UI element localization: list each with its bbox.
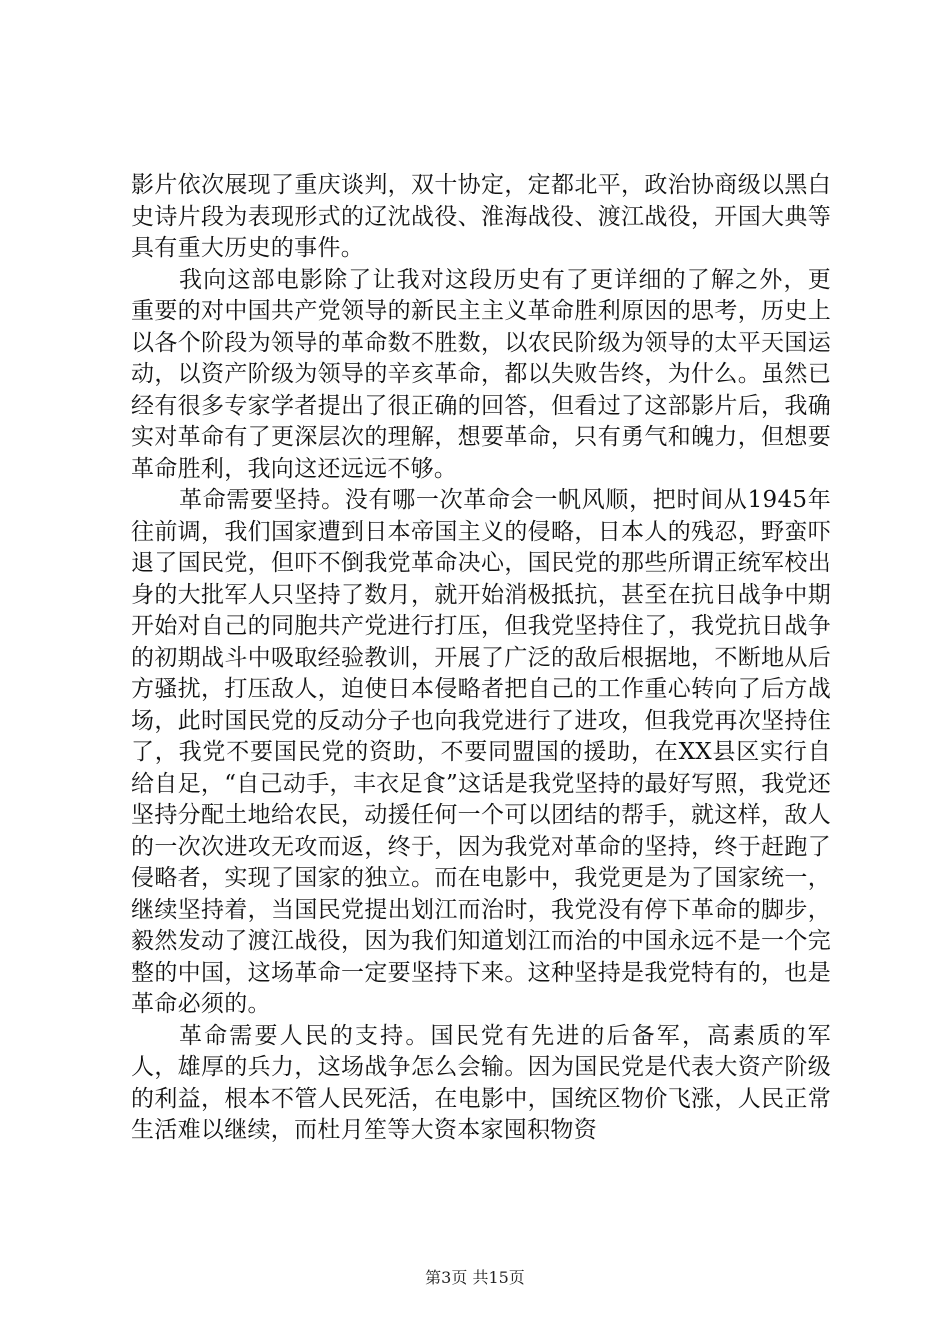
paragraph-4: 革命需要人民的支持。国民党有先进的后备军，高素质的军人，雄厚的兵力，这场战争怎么会输。因为国民党是代表大资产阶级的利益，根本不管人民死活，在电影中，国统区物价飞涨，人民正常生活难以继续，而杜月笙等大资本家囤积物资 xyxy=(131,1022,831,1143)
paragraph-1: 影片依次展现了重庆谈判，双十协定，定都北平，政治协商级以黑白史诗片段为表现形式的辽沈战役、淮海战役、渡江战役，开国大典等具有重大历史的事件。 xyxy=(131,172,831,261)
paragraph-2: 我向这部电影除了让我对这段历史有了更详细的了解之外，更重要的对中国共产党领导的新民主主义革命胜利原因的思考，历史上以各个阶段为领导的革命数不胜数，以农民阶级为领导的太平天国运动，以资产阶级为领导的辛亥革命，都以失败告终，为什么。虽然已经有很多专家学者提出了很正确的回答，但看过了这部影片后，我确实对革命有了更深层次的理解，想要革命，只有勇气和魄力，但想要革命胜利，我向这还远远不够。 xyxy=(131,266,831,482)
paragraph-3: 革命需要坚持。没有哪一次革命会一帆风顺，把时间从1945年往前调，我们国家遭到日本帝国主义的侵略，日本人的残忍，野蛮吓退了国民党，但吓不倒我党革命决心，国民党的那些所谓正统军校出身的大批军人只坚持了数月，就开始消极抵抗，甚至在抗日战争中期开始对自己的同胞共产党进行打压，但我党坚持住了，我党抗日战争的初期战斗中吸取经验教训，开展了广泛的敌后根据地，不断地从后方骚扰，打压敌人，迫使日本侵略者把自己的工作重心转向了后方战场，此时国民党的反动分子也向我党进行了进攻，但我党再次坚持住了，我党不要国民党的资助，不要同盟国的援助，在XX县区实行自给自足，“自己动手，丰衣足食”这话是我党坚持的最好写照，我党还坚持分配土地给农民，动援任何一个可以团结的帮手，就这样，敌人的一次次进攻无攻而返，终于，因为我党对革命的坚持，终于赶跑了侵略者，实现了国家的独立。而在电影中，我党更是为了国家统一，继续坚持着，当国民党提出划江而治时，我党没有停下革命的脚步，毅然发动了渡江战役，因为我们知道划江而治的中国永远不是一个完整的中国，这场革命一定要坚持下来。这种坚持是我党特有的，也是革命必须的。 xyxy=(131,487,831,1017)
document-body xyxy=(131,170,831,1147)
page-number-footer: 第3页 共15页 xyxy=(425,1268,525,1287)
